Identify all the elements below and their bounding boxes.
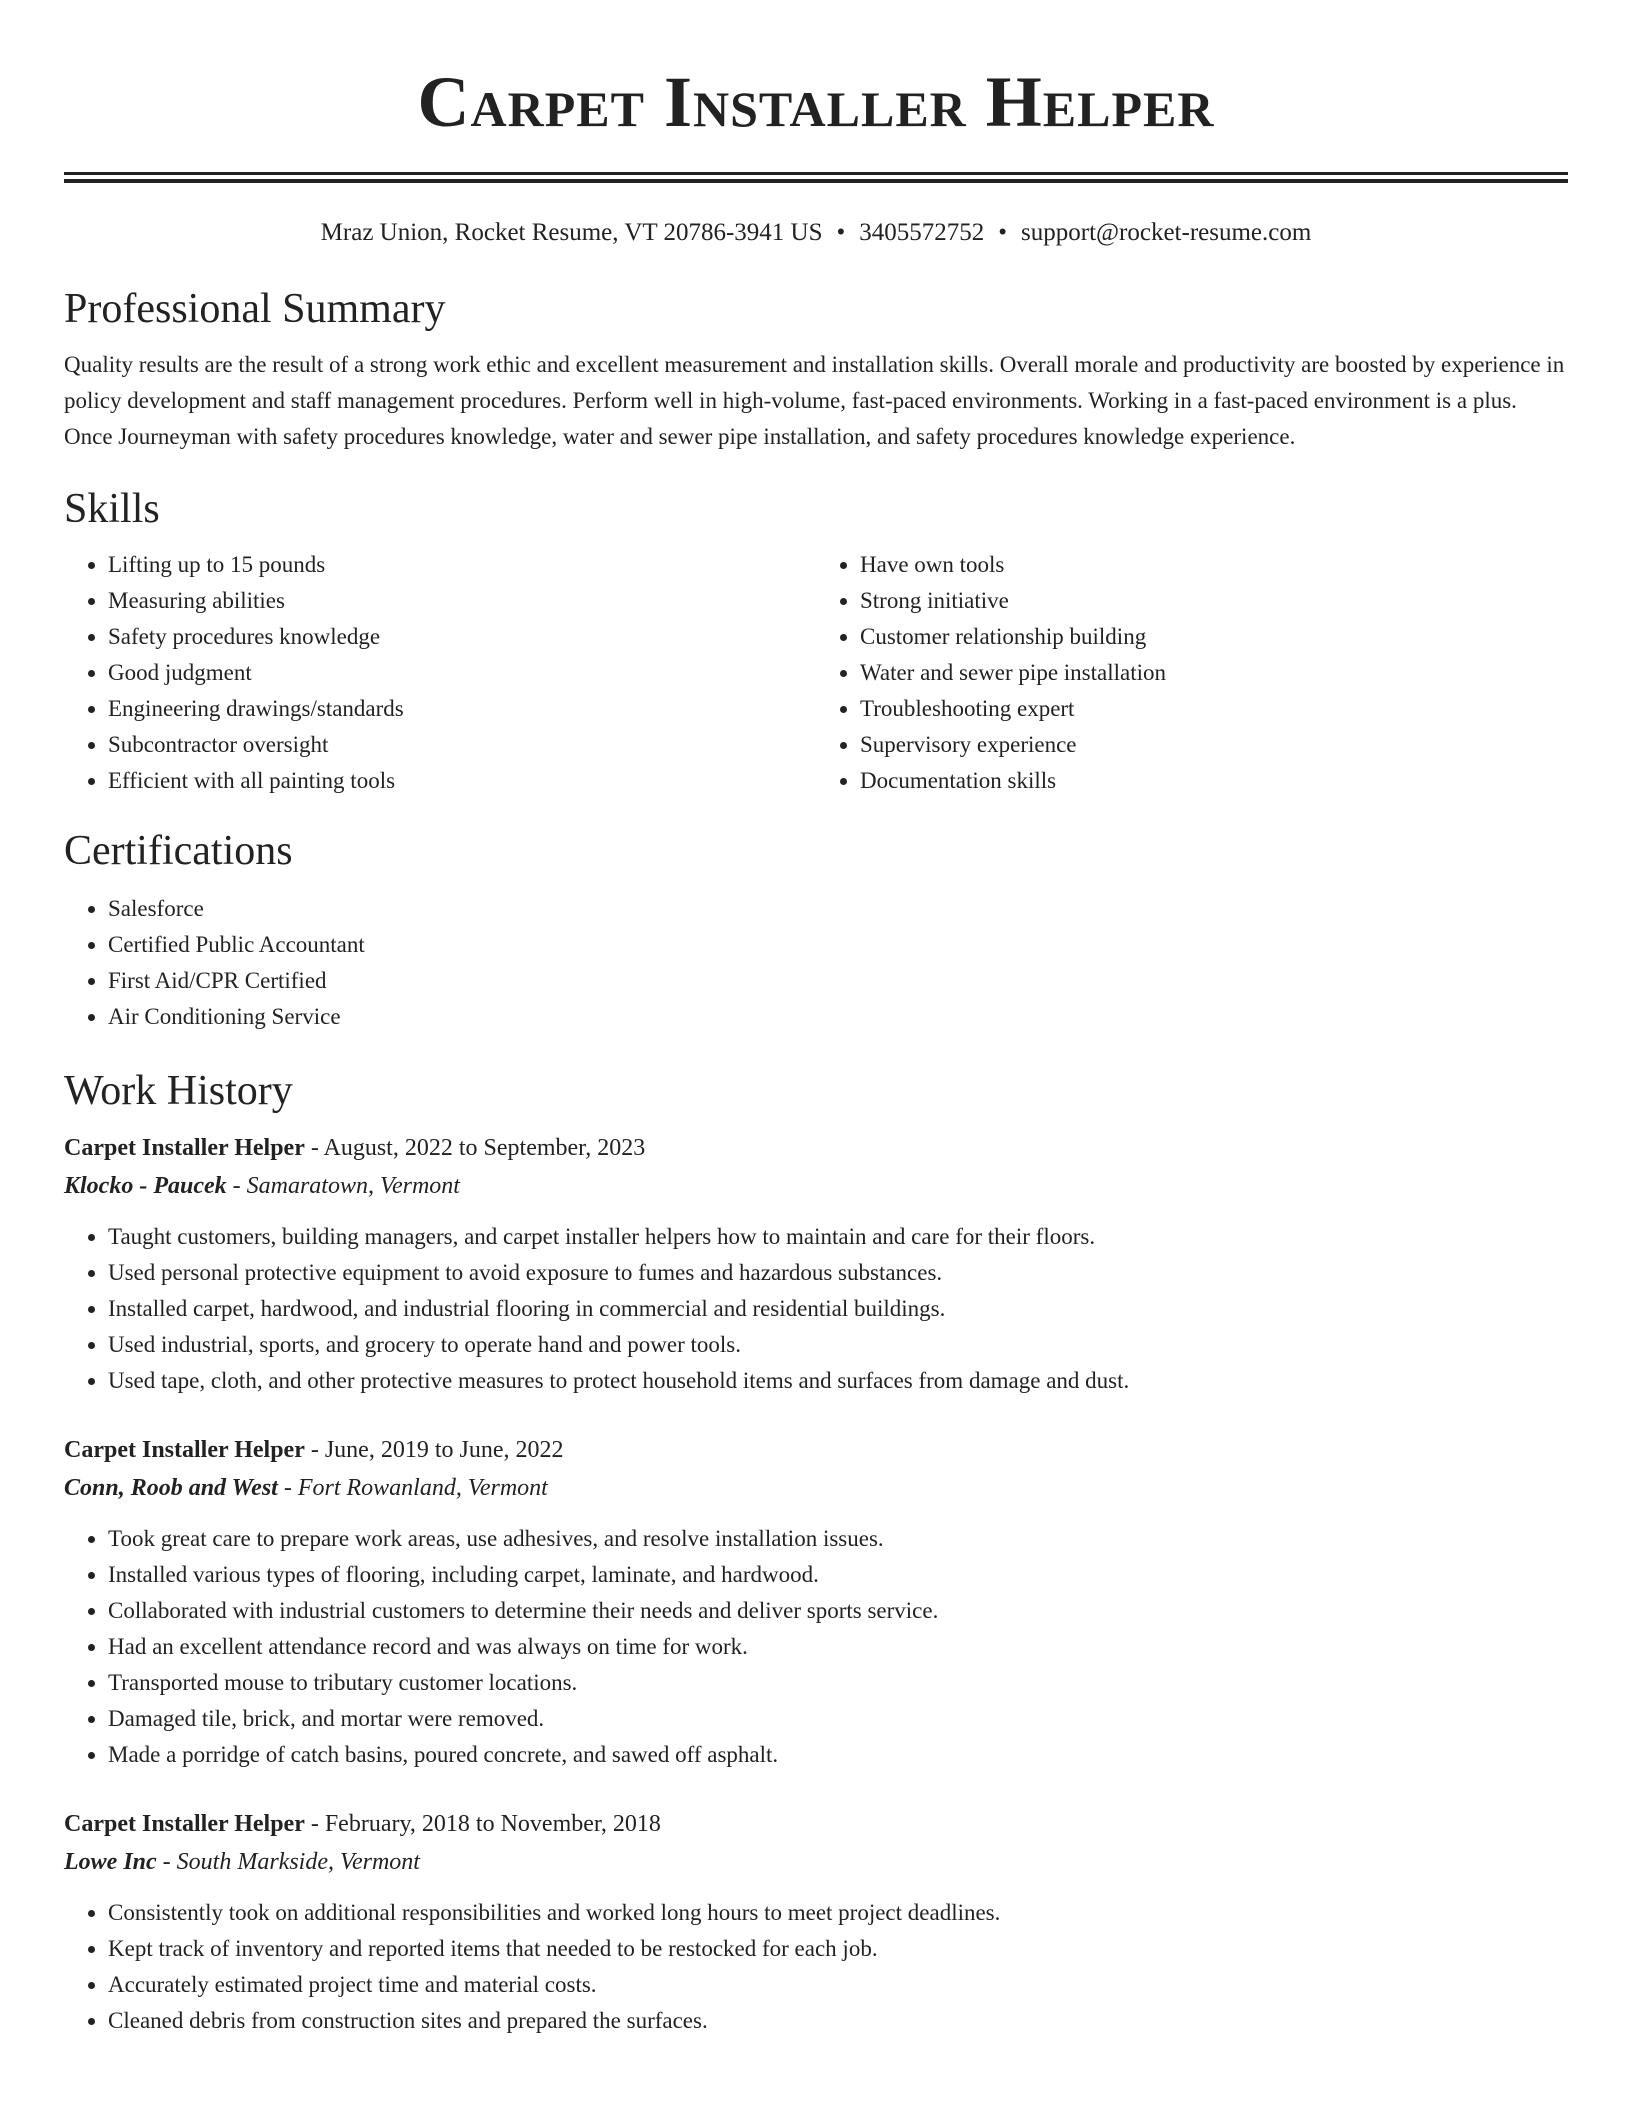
job-title-line [64, 1129, 1568, 1167]
job-bullet: • Took great care to prepare work areas, use adhesives, and resolve installation issues. [108, 1521, 1568, 1557]
skill-item: • Have own tools [860, 547, 1568, 583]
skill-item: • Efficient with all painting tools [108, 763, 816, 799]
summary-text: Quality results are the result of a strong work ethic and excellent measurement and installation skills. Overall morale and productivity are boosted by experience in policy development and staff management procedures. Perform well in high-volume, fast-paced environments. Working in a fast-paced environment is a plus. Once Journeyman with safety procedures knowledge, water and sewer pipe installation, and safety procedures knowledge experience. [64, 352, 1565, 449]
section-heading-certifications: Certifications [64, 828, 293, 874]
resume-page [64, 0, 1568, 2039]
job-entry [64, 1805, 1568, 2039]
job-location: - Samaratown, Vermont [226, 1173, 460, 1199]
job-bullet: • Made a porridge of catch basins, poured concrete, and sawed off asphalt. [108, 1737, 1568, 1773]
job-bullet: • Cleaned debris from construction sites and prepared the surfaces. [108, 2003, 1568, 2039]
skill-item: • Safety procedures knowledge [108, 619, 816, 655]
skill-item: • Measuring abilities [108, 583, 816, 619]
job-company-line [64, 1843, 1568, 1881]
job-title: Carpet Installer Helper [64, 1437, 305, 1463]
job-title: Carpet Installer Helper [64, 1135, 305, 1161]
contact-separator: • [836, 219, 846, 246]
job-bullet: • Used personal protective equipment to avoid exposure to fumes and hazardous substances. [108, 1255, 1568, 1291]
candidate-name: Carpet Installer Helper [417, 62, 1215, 142]
skill-item: • Lifting up to 15 pounds [108, 547, 816, 583]
job-title-line [64, 1805, 1568, 1843]
job-title: Carpet Installer Helper [64, 1811, 305, 1837]
job-location: - South Markside, Vermont [156, 1849, 420, 1875]
contact-separator: • [998, 219, 1008, 246]
skills-column-left [64, 547, 816, 799]
job-dates: - June, 2019 to June, 2022 [304, 1437, 564, 1463]
job-bullets [64, 1219, 1568, 1399]
job-dates: - August, 2022 to September, 2023 [304, 1135, 646, 1161]
contact-phone: 3405572752 [859, 219, 985, 246]
job-bullets [64, 1521, 1568, 1773]
job-bullet: • Used tape, cloth, and other protective measures to protect household items and surfaces from damage and dust. [108, 1363, 1568, 1399]
skill-item: • Strong initiative [860, 583, 1568, 619]
job-company-line [64, 1167, 1568, 1205]
skill-item: • Troubleshooting expert [860, 691, 1568, 727]
section-heading-work-history: Work History [64, 1068, 293, 1114]
contact-email: support@rocket-resume.com [1021, 219, 1312, 246]
job-bullet: • Installed carpet, hardwood, and industrial flooring in commercial and residential buildings. [108, 1291, 1568, 1327]
job-company-line [64, 1469, 1568, 1507]
job-dates: - February, 2018 to November, 2018 [304, 1811, 661, 1837]
job-bullet: • Collaborated with industrial customers to determine their needs and deliver sports service. [108, 1593, 1568, 1629]
job-bullet: • Damaged tile, brick, and mortar were removed. [108, 1701, 1568, 1737]
section-heading-skills: Skills [64, 486, 160, 532]
skills-column-right [816, 547, 1568, 799]
skill-item: • Customer relationship building [860, 619, 1568, 655]
certifications-list [64, 891, 1568, 1035]
header-divider [64, 172, 1568, 183]
contact-line [64, 217, 1568, 249]
skill-item: • Documentation skills [860, 763, 1568, 799]
job-bullet: • Used industrial, sports, and grocery to operate hand and power tools. [108, 1327, 1568, 1363]
job-bullet: • Had an excellent attendance record and was always on time for work. [108, 1629, 1568, 1665]
certification-item: • Air Conditioning Service [108, 999, 1568, 1035]
job-bullet: • Accurately estimated project time and material costs. [108, 1967, 1568, 2003]
job-company: Klocko - Paucek [64, 1173, 227, 1199]
job-bullet: • Transported mouse to tributary customer locations. [108, 1665, 1568, 1701]
certification-item: • First Aid/CPR Certified [108, 963, 1568, 999]
job-company: Conn, Roob and West [64, 1475, 278, 1501]
skill-item: • Supervisory experience [860, 727, 1568, 763]
skill-item: • Good judgment [108, 655, 816, 691]
job-bullet: • Taught customers, building managers, and carpet installer helpers how to maintain and care for their floors. [108, 1219, 1568, 1255]
job-bullets [64, 1895, 1568, 2039]
job-entry [64, 1129, 1568, 1399]
skill-item: • Water and sewer pipe installation [860, 655, 1568, 691]
skills-list [64, 547, 1568, 799]
job-bullet: • Kept track of inventory and reported items that needed to be restocked for each job. [108, 1931, 1568, 1967]
contact-address: Mraz Union, Rocket Resume, VT 20786-3941 US [320, 219, 823, 246]
skill-item: • Subcontractor oversight [108, 727, 816, 763]
job-bullet: • Consistently took on additional responsibilities and worked long hours to meet project deadlines. [108, 1895, 1568, 1931]
job-bullet: • Installed various types of flooring, including carpet, laminate, and hardwood. [108, 1557, 1568, 1593]
job-location: - Fort Rowanland, Vermont [277, 1475, 548, 1501]
certification-item: • Salesforce [108, 891, 1568, 927]
certification-item: • Certified Public Accountant [108, 927, 1568, 963]
section-heading-summary: Professional Summary [64, 286, 446, 332]
job-title-line [64, 1431, 1568, 1469]
job-company: Lowe Inc [64, 1849, 157, 1875]
skill-item: • Engineering drawings/standards [108, 691, 816, 727]
job-entry [64, 1431, 1568, 1773]
